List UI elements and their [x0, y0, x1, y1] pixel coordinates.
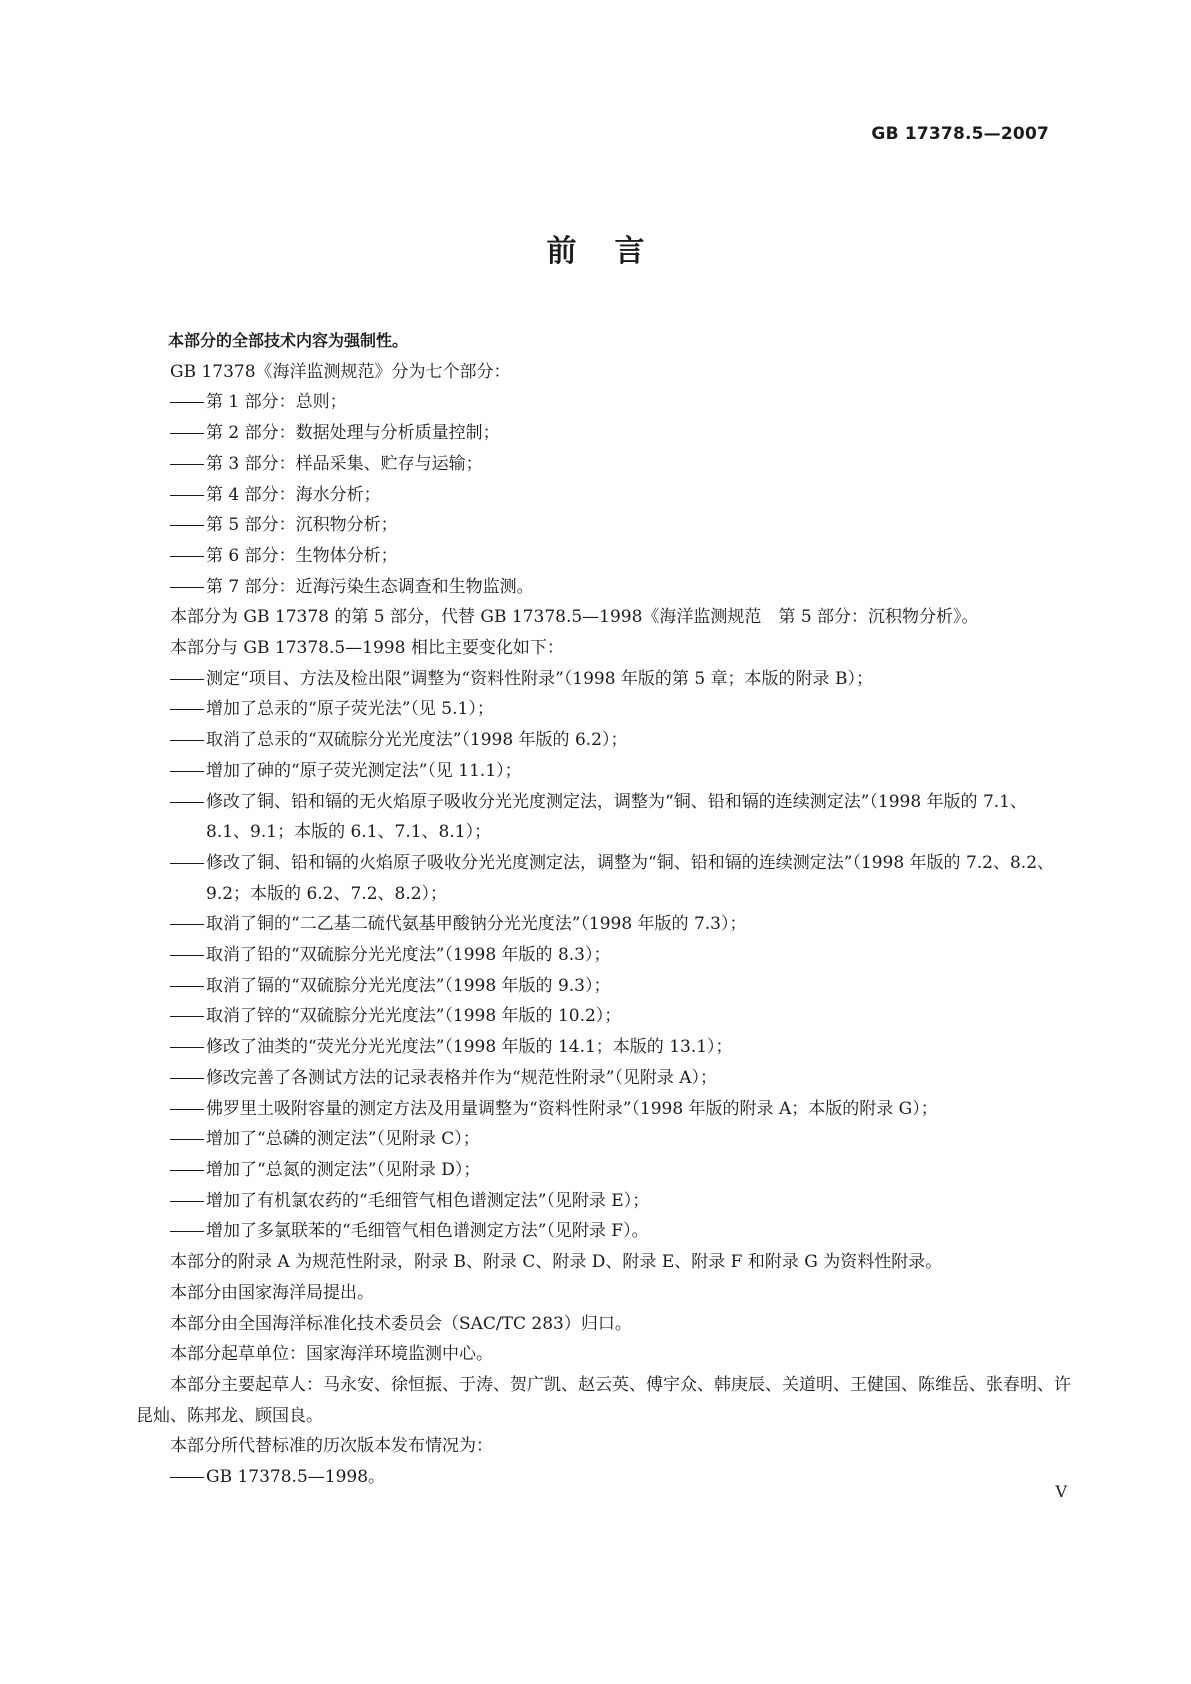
paragraph-committee: 本部分由全国海洋标准化技术委员会（SAC/TC 283）归口。: [170, 1313, 632, 1334]
list-item: [136, 664, 1071, 695]
list-item: [136, 848, 1071, 909]
parts-list: [136, 387, 1071, 602]
paragraph-drafters: 本部分主要起草人：马永安、徐恒振、于涛、贺广凯、赵云英、傅宇众、韩庚辰、关道明、王健国、陈维岳、张春明、许昆灿、陈邦龙、顾国良。: [136, 1374, 1071, 1426]
list-item-text: 增加了砷的“原子荧光测定法”（见 11.1）；: [206, 760, 522, 781]
list-item: [136, 1094, 1071, 1125]
paragraph-drafting-unit: 本部分起草单位：国家海洋环境监测中心。: [170, 1344, 493, 1365]
list-item-text: 第 7 部分：近海污染生态调查和生物监测。: [206, 576, 534, 597]
list-item-text: 第 2 部分：数据处理与分析质量控制；: [206, 423, 500, 444]
list-item: [136, 480, 1071, 511]
paragraph-history-intro: 本部分所代替标准的历次版本发布情况为：: [170, 1436, 493, 1457]
list-item-text: 第 6 部分：生物体分析；: [206, 545, 398, 566]
paragraph-replaces: 本部分为 GB 17378 的第 5 部分，代替 GB 17378.5—1998《海洋监测规范 第 5 部分：沉积物分析》。: [170, 607, 979, 628]
list-item-text: 取消了锌的“双硫腙分光光度法”（1998 年版的 10.2）；: [206, 1006, 622, 1027]
list-item-text: 增加了“总磷的测定法”（见附录 C）；: [206, 1129, 480, 1150]
list-item: [136, 940, 1071, 971]
list-item: [136, 572, 1071, 603]
list-item-text: 增加了有机氯农药的“毛细管气相色谱测定法”（见附录 E）；: [206, 1190, 650, 1211]
list-item: [136, 1124, 1071, 1155]
list-item: [136, 1155, 1071, 1186]
list-item: [136, 971, 1071, 1002]
list-item-text: 修改了铜、铅和镉的无火焰原子吸收分光光度测定法，调整为“铜、铅和镉的连续测定法”（1998 年版的 7.1、8.1、9.1；本版的 6.1、7.1、8.1）；: [206, 791, 1027, 843]
paragraph-proposer: 本部分由国家海洋局提出。: [170, 1282, 374, 1303]
paragraph-changes-intro: 本部分与 GB 17378.5—1998 相比主要变化如下：: [170, 638, 564, 659]
list-item-text: 测定“项目、方法及检出限”调整为“资料性附录”（1998 年版的第 5 章；本版的附录 B）；: [206, 668, 873, 689]
page-title: 前言: [546, 234, 683, 269]
list-item: [136, 725, 1071, 756]
list-item: [136, 756, 1071, 787]
list-item-text: GB 17378.5—1998。: [206, 1467, 386, 1488]
list-item-text: 取消了镉的“双硫腙分光光度法”（1998 年版的 9.3）；: [206, 975, 611, 996]
paragraph-annexes: 本部分的附录 A 为规范性附录，附录 B、附录 C、附录 D、附录 E、附录 F 和附录 G 为资料性附录。: [170, 1252, 943, 1273]
list-item-text: 取消了铜的“二乙基二硫代氨基甲酸钠分光光度法”（1998 年版的 7.3）；: [206, 914, 747, 935]
list-item: [136, 1032, 1071, 1063]
list-item-text: 取消了铅的“双硫腙分光光度法”（1998 年版的 8.3）；: [206, 945, 611, 966]
list-item-text: 第 3 部分：样品采集、贮存与运输；: [206, 453, 483, 474]
list-item-text: 修改了铜、铅和镉的火焰原子吸收分光光度测定法，调整为“铜、铅和镉的连续测定法”（1998 年版的 7.2、8.2、9.2；本版的 6.2、7.2、8.2）；: [206, 852, 1055, 904]
list-item-text: 佛罗里土吸附容量的测定方法及用量调整为“资料性附录”（1998 年版的附录 A；本版的附录 G）；: [206, 1098, 938, 1119]
changes-list: [136, 664, 1071, 1247]
list-item-text: 第 5 部分：沉积物分析；: [206, 515, 398, 536]
list-item: [136, 387, 1071, 418]
history-list: [136, 1462, 1071, 1493]
list-item-text: 增加了“总氮的测定法”（见附录 D）；: [206, 1159, 481, 1180]
list-item-text: 修改了油类的“荧光分光光度法”（1998 年版的 14.1；本版的 13.1）；: [206, 1037, 733, 1058]
standard-code-header: GB 17378.5—2007: [871, 124, 1049, 144]
mandatory-statement: 本部分的全部技术内容为强制性。: [168, 331, 409, 350]
list-item: [136, 1063, 1071, 1094]
paragraph-parts-intro: GB 17378《海洋监测规范》分为七个部分：: [170, 361, 511, 382]
document-body: [136, 326, 1071, 1493]
list-item: [136, 1216, 1071, 1247]
list-item: [136, 694, 1071, 725]
list-item: [136, 909, 1071, 940]
list-item-text: 修改完善了各测试方法的记录表格并作为“规范性附录”（见附录 A）；: [206, 1067, 718, 1088]
list-item-text: 增加了总汞的“原子荧光法”（见 5.1）；: [206, 699, 494, 720]
list-item-text: 第 4 部分：海水分析；: [206, 484, 381, 505]
list-item: [136, 1186, 1071, 1217]
list-item: [136, 418, 1071, 449]
list-item: [136, 510, 1071, 541]
list-item: [136, 541, 1071, 572]
list-item: [136, 787, 1071, 848]
list-item: [136, 1462, 1071, 1493]
page-number: V: [1055, 1482, 1067, 1501]
list-item-text: 取消了总汞的“双硫腙分光光度法”（1998 年版的 6.2）；: [206, 730, 628, 751]
list-item: [136, 449, 1071, 480]
list-item: [136, 1001, 1071, 1032]
list-item-text: 第 1 部分：总则；: [206, 392, 347, 413]
list-item-text: 增加了多氯联苯的“毛细管气相色谱测定方法”（见附录 F）。: [206, 1221, 649, 1242]
